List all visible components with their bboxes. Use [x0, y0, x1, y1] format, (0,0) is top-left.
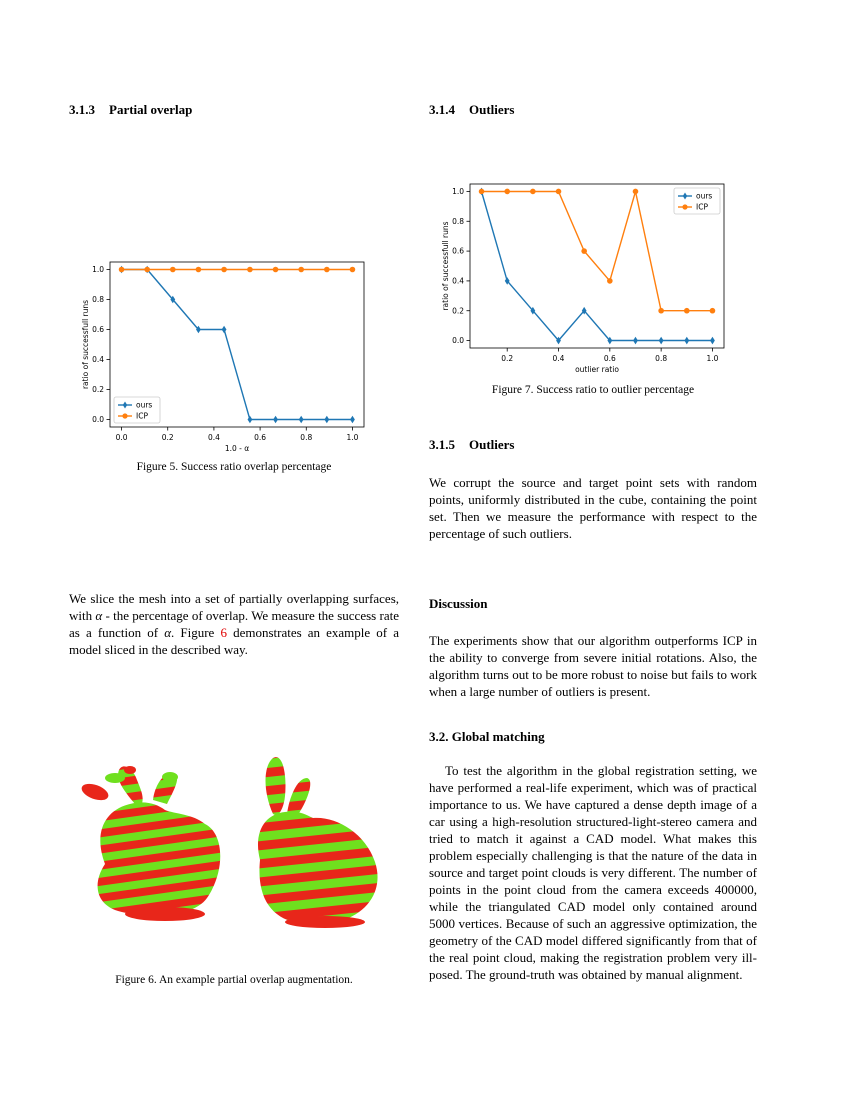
discussion-heading: Discussion [429, 596, 488, 611]
data-point-icp [247, 267, 253, 273]
data-point-icp [144, 267, 150, 273]
data-point-ours [633, 337, 638, 345]
outliers-paragraph: We corrupt the source and target point sets with random points, uniformly distributed in the cube, containing the point set. Then we measure the performance with respect to the percentage of such outliers. [429, 475, 757, 541]
x-tick-label: 1.0 [346, 433, 359, 442]
x-axis-label: outlier ratio [575, 365, 619, 374]
y-axis-label: ratio of successfull runs [441, 221, 450, 311]
x-tick-label: 1.0 [706, 354, 719, 363]
section-3-1-3-heading [69, 102, 192, 118]
x-tick-label: 0.2 [161, 433, 174, 442]
x-tick-label: 0.2 [501, 354, 514, 363]
y-tick-label: 0.4 [92, 355, 104, 365]
x-tick-label: 0.6 [603, 354, 616, 363]
legend-label-ours: ours [136, 400, 153, 410]
alpha-symbol: α [95, 608, 103, 623]
data-point-icp [684, 308, 690, 314]
data-point-icp [658, 308, 664, 314]
data-point-icp [530, 189, 536, 195]
y-tick-label: 0.0 [452, 336, 464, 346]
section-3-1-4-heading [429, 102, 515, 118]
legend-label-icp: ICP [136, 411, 148, 421]
y-tick-label: 0.0 [92, 415, 104, 425]
legend-marker [682, 204, 687, 209]
data-point-icp [556, 189, 562, 195]
data-point-icp [504, 189, 510, 195]
figure-6-link[interactable]: 6 [220, 625, 227, 640]
y-tick-label: 1.0 [92, 265, 104, 275]
global-matching-paragraph: To test the algorithm in the global registration setting, we have performed a real-life experiment, which was of practical importance to us. We have captured a dense depth image of a car using a high-resolution structured-light-stereo camera and tried to match it against a CAD model. What makes this problem especially challenging is that the nature of the data in source and target point clouds is very different. The number of points in the point cloud from the camera exceeds 400000, while the triangulated CAD model only contained around 5000 vertices. Because of such an aggressive optimization, the geometry of the CAD model differed significantly from that of the real point cloud, making the registration problem very ill-posed. The ground-truth was obtained by manual alignment. [429, 763, 757, 982]
figure-7-chart [438, 174, 733, 379]
y-tick-label: 0.8 [92, 295, 104, 305]
section-number: 3.1.3 [69, 102, 95, 117]
data-point-ours [324, 416, 329, 424]
section-title: Partial overlap [109, 102, 193, 117]
y-tick-label: 0.2 [452, 306, 464, 316]
figure-6-bunny-illustration [75, 752, 395, 932]
x-axis-label: 1.0 - α [224, 444, 250, 453]
x-tick-label: 0.4 [207, 433, 220, 442]
data-point-icp [273, 267, 279, 273]
discussion-paragraph: The experiments show that our algorithm outperforms ICP in the ability to converge from severe initial rotations. Also, the algorithm turns out to be more robust to noise but fails to work when a large number of outliers is present. [429, 633, 757, 699]
y-axis-label: ratio of successfull runs [81, 299, 90, 390]
figure-7-caption: Figure 7. Success ratio to outlier percentage [491, 384, 695, 396]
data-point-ours [248, 416, 253, 424]
data-point-icp [633, 189, 639, 195]
section-3-2-heading: 3.2. Global matching [429, 729, 545, 744]
data-point-icp [170, 267, 176, 273]
data-point-icp [607, 278, 613, 284]
y-tick-label: 0.6 [452, 246, 464, 256]
data-point-ours [273, 416, 278, 424]
x-tick-label: 0.8 [655, 354, 668, 363]
y-tick-label: 0.4 [452, 276, 464, 286]
x-tick-label: 0.8 [300, 433, 313, 442]
data-point-ours [710, 337, 715, 345]
data-point-icp [479, 189, 485, 195]
data-point-ours [350, 416, 355, 424]
data-point-ours [299, 416, 304, 424]
section-number: 3.1.5 [429, 437, 455, 452]
striped-bunny [258, 757, 378, 928]
data-point-icp [710, 308, 716, 314]
partial-overlap-paragraph: We slice the mesh into a set of partially overlapping surfaces, with α - the percentage of overlap. We measure the success rate as a function of α. Figure 6 demonstrates an example of a model sliced in the described way. [69, 591, 399, 657]
figure-6-caption: Figure 6. An example partial overlap augmentation. [115, 974, 353, 986]
legend-label-icp: ICP [696, 202, 708, 212]
y-tick-label: 0.6 [92, 325, 104, 335]
section-3-1-5-heading [429, 437, 515, 453]
data-point-icp [581, 248, 587, 254]
section-title: Outliers [469, 437, 515, 452]
sliced-bunny [79, 766, 220, 921]
data-point-icp [350, 267, 356, 273]
figure-5-chart [78, 250, 373, 455]
x-tick-label: 0.0 [115, 433, 128, 442]
figure-5-caption: Figure 5. Success ratio overlap percentage [136, 461, 332, 473]
y-tick-label: 0.2 [92, 385, 104, 395]
legend-label-ours: ours [696, 191, 713, 201]
x-tick-label: 0.4 [552, 354, 565, 363]
data-point-ours [222, 326, 227, 334]
data-point-ours [659, 337, 664, 345]
data-point-ours [684, 337, 689, 345]
x-tick-label: 0.6 [254, 433, 267, 442]
data-point-icp [196, 267, 202, 273]
data-point-icp [298, 267, 304, 273]
alpha-symbol: α [164, 625, 172, 640]
y-tick-label: 0.8 [452, 216, 464, 226]
data-point-icp [119, 267, 125, 273]
data-point-icp [324, 267, 330, 273]
section-number: 3.1.4 [429, 102, 455, 117]
legend-marker [122, 413, 127, 418]
data-point-icp [221, 267, 227, 273]
section-title: Outliers [469, 102, 515, 117]
y-tick-label: 1.0 [452, 187, 464, 197]
